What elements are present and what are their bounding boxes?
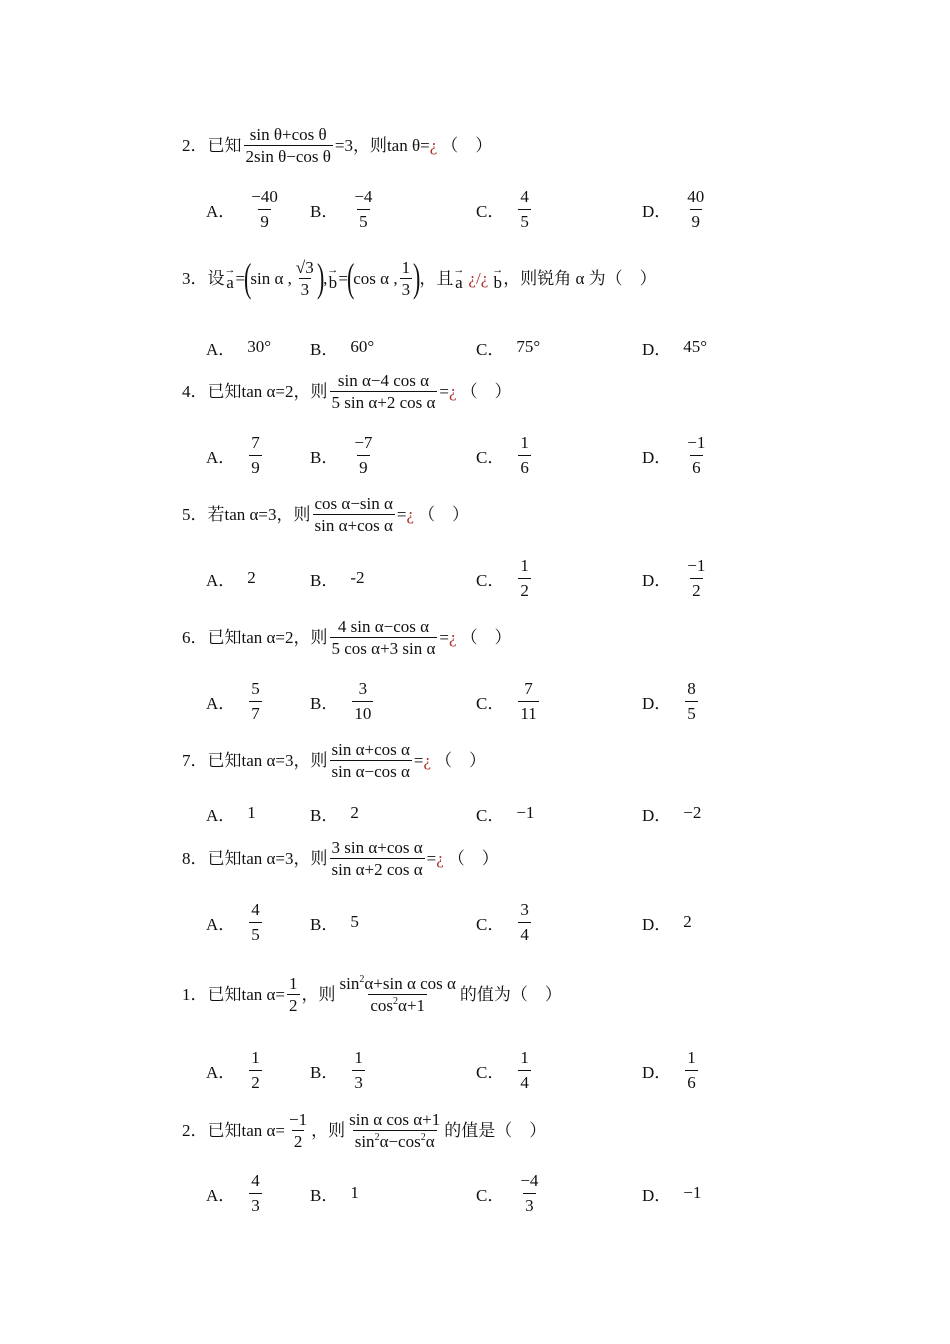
question-text: 已知tan α=3，则 xyxy=(207,751,328,770)
question-text: 的值是（ ） xyxy=(444,1121,547,1140)
option-fraction xyxy=(352,679,373,724)
fraction-numerator: 1 xyxy=(401,257,411,277)
fraction-numerator: 1 xyxy=(354,1047,363,1067)
vector-arrow-icon: → xyxy=(492,263,504,276)
option-b[interactable] xyxy=(310,678,375,724)
option-value: −1 xyxy=(516,803,535,822)
fraction-numerator: 8 xyxy=(687,678,696,698)
fraction-numerator: 4 xyxy=(520,186,529,206)
option-label: D． xyxy=(642,570,672,590)
option-value: 1 xyxy=(247,803,256,822)
fraction xyxy=(400,259,413,298)
option-label: C． xyxy=(476,447,505,467)
option-value: 75° xyxy=(516,337,541,356)
option-b[interactable] xyxy=(310,432,376,478)
option-label: D． xyxy=(642,1062,672,1082)
option-value: 30° xyxy=(247,337,272,356)
fraction-denominator: sin α+2 cos α xyxy=(331,860,423,879)
option-fraction xyxy=(685,679,698,724)
question-number: 7． xyxy=(182,751,208,770)
equals: = xyxy=(439,628,450,647)
right-paren-icon: ) xyxy=(413,255,421,300)
fraction-numerator: −4 xyxy=(520,1170,539,1190)
option-label: A． xyxy=(206,447,236,467)
option-fraction xyxy=(352,187,374,232)
option-value: 1 xyxy=(350,1183,359,1202)
fraction xyxy=(287,1111,309,1150)
fraction-denominator: 4 xyxy=(518,922,531,945)
option-c[interactable] xyxy=(476,432,533,478)
fraction-numerator: √3 xyxy=(295,257,314,277)
option-fraction xyxy=(518,900,531,945)
question-text: ，则 xyxy=(301,985,336,1004)
mark-glyph: ¿ xyxy=(429,136,438,155)
option-fraction xyxy=(518,433,531,478)
question-4 xyxy=(182,372,512,411)
vector-arrow-icon: → xyxy=(327,263,339,276)
option-label: B． xyxy=(310,570,339,590)
fraction-denominator: 7 xyxy=(249,701,262,724)
denominator-rest: α xyxy=(425,1132,435,1151)
question-number: 6． xyxy=(182,628,208,647)
fraction-numerator: 40 xyxy=(687,186,705,206)
comma: , xyxy=(323,268,328,288)
fraction xyxy=(330,839,425,878)
equals: = xyxy=(413,751,424,770)
option-value: −1 xyxy=(683,1183,702,1202)
question-text: =3，则tan θ= xyxy=(334,136,430,155)
fraction-denominator: 5 xyxy=(357,209,370,232)
option-c[interactable] xyxy=(476,324,540,370)
vector-a xyxy=(224,263,236,292)
fraction-numerator: 1 xyxy=(251,1047,260,1067)
equals: = xyxy=(439,382,450,401)
exponent: 2 xyxy=(374,1132,380,1143)
option-label: D． xyxy=(642,693,672,713)
fraction xyxy=(313,495,395,534)
fraction-denominator: 3 xyxy=(523,1193,536,1216)
vector-letter: a xyxy=(455,272,463,292)
options-row xyxy=(0,324,950,370)
option-a[interactable] xyxy=(206,186,282,232)
equals: = xyxy=(338,268,348,288)
fraction-denominator: 2 xyxy=(249,1070,262,1093)
fraction-denominator: 5 xyxy=(685,701,698,724)
option-label: C． xyxy=(476,201,505,221)
fraction-numerator: cos α−sin α xyxy=(314,494,393,513)
fraction-denominator: 6 xyxy=(690,455,703,478)
option-c[interactable] xyxy=(476,1047,533,1093)
fraction-numerator: 1 xyxy=(520,1047,529,1067)
option-c[interactable] xyxy=(476,899,533,945)
question-text: 设 xyxy=(207,268,225,288)
fraction-numerator: 1 xyxy=(520,555,529,575)
fraction-denominator: 3 xyxy=(352,1070,365,1093)
denominator-rest: α+1 xyxy=(398,996,426,1015)
options-row xyxy=(0,678,950,724)
option-label: B． xyxy=(310,447,339,467)
fraction-numerator: 1 xyxy=(520,432,529,452)
options-row xyxy=(0,899,950,945)
answer-parentheses: （ ） xyxy=(441,136,493,155)
answer-parentheses: （ ） xyxy=(460,628,512,647)
fraction-denominator: 6 xyxy=(518,455,531,478)
options-row xyxy=(0,555,950,601)
option-label: D． xyxy=(642,805,672,825)
mark-glyph: ¿ xyxy=(449,382,457,401)
option-d[interactable] xyxy=(642,790,701,836)
option-label: A． xyxy=(206,805,236,825)
fraction-numerator: 7 xyxy=(251,432,260,452)
question-3 xyxy=(182,255,657,300)
fraction-numerator: −1 xyxy=(687,432,706,452)
numerator-rest: α+sin α cos α xyxy=(364,974,456,993)
equals: = xyxy=(426,849,437,868)
fraction-denominator: 9 xyxy=(357,455,370,478)
question-number: 4． xyxy=(182,382,208,401)
option-fraction xyxy=(518,556,531,601)
answer-parentheses: （ ） xyxy=(460,382,512,401)
option-label: A． xyxy=(206,914,236,934)
fraction-numerator: −1 xyxy=(687,555,706,575)
question-text: 已知tan α=2，则 xyxy=(207,382,328,401)
option-value: 2 xyxy=(247,568,256,587)
option-label: D． xyxy=(642,914,672,934)
option-d[interactable] xyxy=(642,899,692,945)
question-number: 2． xyxy=(182,136,208,155)
option-c[interactable] xyxy=(476,555,533,601)
exponent: 2 xyxy=(359,974,365,985)
option-fraction xyxy=(685,556,707,601)
question-2 xyxy=(182,126,492,165)
option-fraction xyxy=(685,433,707,478)
fraction-numerator: −40 xyxy=(251,186,278,206)
vector-arrow-icon: → xyxy=(224,263,236,276)
option-a[interactable] xyxy=(206,678,264,724)
option-a[interactable] xyxy=(206,324,271,370)
option-value: 2 xyxy=(350,803,359,822)
fraction-denominator: 11 xyxy=(518,701,538,724)
fraction-denominator: 9 xyxy=(258,209,271,232)
option-fraction xyxy=(249,1048,262,1093)
exponent: 2 xyxy=(393,996,399,1007)
fraction-numerator: sin θ+cos θ xyxy=(249,125,327,144)
option-label: C． xyxy=(476,1185,505,1205)
option-label: C． xyxy=(476,1062,505,1082)
fraction xyxy=(244,126,333,165)
option-value: 45° xyxy=(683,337,708,356)
question-text: 已知 xyxy=(207,136,242,155)
option-c[interactable] xyxy=(476,186,533,232)
option-d[interactable] xyxy=(642,432,709,478)
fn-sin: sin xyxy=(339,974,360,993)
option-label: C． xyxy=(476,339,505,359)
option-c[interactable] xyxy=(476,678,541,724)
fraction-denominator: 2sin θ−cos θ xyxy=(245,147,331,166)
option-label: A． xyxy=(206,693,236,713)
mark-glyph: ¿ xyxy=(436,849,444,868)
question-number: 3． xyxy=(182,268,208,288)
fraction-numerator: 4 sin α−cos α xyxy=(337,617,430,636)
fraction-numerator: sin α cos α+1 xyxy=(349,1110,441,1129)
option-fraction xyxy=(685,1048,698,1093)
option-a[interactable] xyxy=(206,1047,264,1093)
fraction-denominator: sin α+cos α xyxy=(314,516,393,535)
question-text: 已知tan α=2，则 xyxy=(207,628,328,647)
fraction-numerator: 3 sin α+cos α xyxy=(331,838,423,857)
question-5 xyxy=(182,495,469,534)
fraction xyxy=(330,741,412,780)
option-label: A． xyxy=(206,1185,236,1205)
question-text: 已知 xyxy=(207,985,242,1004)
option-c[interactable] xyxy=(476,1170,542,1216)
fraction-denominator: 2 xyxy=(293,1132,303,1151)
option-label: A． xyxy=(206,570,236,590)
option-c[interactable] xyxy=(476,790,534,836)
vector-a xyxy=(453,263,465,292)
answer-parentheses: （ ） xyxy=(447,849,499,868)
option-fraction xyxy=(249,187,280,232)
option-d[interactable] xyxy=(642,324,707,370)
question-number: 1． xyxy=(182,985,208,1004)
exponent: 2 xyxy=(420,1132,426,1143)
option-value: −2 xyxy=(683,803,702,822)
vector-letter: a xyxy=(226,272,234,292)
option-d[interactable] xyxy=(642,1047,700,1093)
options-row xyxy=(0,1170,950,1216)
option-label: B． xyxy=(310,1185,339,1205)
question-8 xyxy=(182,839,499,878)
fraction-denominator: 5 sin α+2 cos α xyxy=(331,393,436,412)
option-label: D． xyxy=(642,447,672,467)
mark-glyph: ¿/¿ xyxy=(468,268,489,288)
question-text: tan α= xyxy=(241,985,286,1004)
fraction-numerator: 5 xyxy=(251,678,260,698)
option-label: C． xyxy=(476,805,505,825)
option-b[interactable] xyxy=(310,186,376,232)
option-fraction xyxy=(249,1171,262,1216)
question-number: 5． xyxy=(182,505,208,524)
fraction-numerator: −7 xyxy=(354,432,373,452)
question-text: 若tan α=3，则 xyxy=(207,505,311,524)
option-label: B． xyxy=(310,1062,339,1082)
fraction-numerator: 3 xyxy=(520,899,529,919)
options-row xyxy=(0,432,950,478)
option-fraction xyxy=(518,1171,540,1216)
fraction-numerator: −1 xyxy=(289,1110,308,1129)
fraction xyxy=(338,975,458,1014)
option-fraction xyxy=(518,1048,531,1093)
fraction-denominator xyxy=(353,1130,437,1150)
option-fraction xyxy=(352,433,374,478)
option-fraction xyxy=(518,187,531,232)
vector-b-first: cos α , xyxy=(353,268,398,288)
fraction-denominator: 3 xyxy=(401,279,411,299)
fraction-denominator: 2 xyxy=(289,996,298,1015)
option-label: D． xyxy=(642,339,672,359)
fraction-denominator: 6 xyxy=(685,1070,698,1093)
question-text: 的值为（ ） xyxy=(459,985,562,1004)
fraction-numerator: sin α+cos α xyxy=(331,740,410,759)
option-label: A． xyxy=(206,201,236,221)
vector-letter: b xyxy=(328,272,338,292)
option-b[interactable] xyxy=(310,899,359,945)
option-label: B． xyxy=(310,201,339,221)
options-row xyxy=(0,790,950,836)
fraction-denominator xyxy=(368,994,427,1014)
option-a[interactable] xyxy=(206,432,264,478)
options-row xyxy=(0,186,950,232)
fraction-denominator: 2 xyxy=(690,578,703,601)
answer-parentheses: （ ） xyxy=(435,751,487,770)
question-number: 8． xyxy=(182,849,208,868)
mark-glyph: ¿ xyxy=(449,628,457,647)
option-fraction xyxy=(352,1048,365,1093)
fraction xyxy=(294,259,316,298)
fraction xyxy=(287,975,300,1014)
equals: = xyxy=(235,268,246,288)
option-label: B． xyxy=(310,914,339,934)
fraction-numerator: 4 xyxy=(251,1170,260,1190)
option-a[interactable] xyxy=(206,1170,264,1216)
vector-letter: b xyxy=(493,272,502,292)
option-value: 60° xyxy=(350,337,375,356)
option-value: 2 xyxy=(683,912,692,931)
equals: = xyxy=(396,505,407,524)
option-label: C． xyxy=(476,570,505,590)
option-label: B． xyxy=(310,805,339,825)
fraction-denominator: 3 xyxy=(300,279,310,299)
fraction-numerator xyxy=(338,975,458,994)
option-label: B． xyxy=(310,339,339,359)
question-text: ，则 xyxy=(311,1121,346,1140)
fraction-denominator: 5 xyxy=(518,209,531,232)
option-a[interactable] xyxy=(206,899,264,945)
option-b[interactable] xyxy=(310,555,365,601)
fraction-denominator: sin α−cos α xyxy=(331,762,410,781)
option-d[interactable] xyxy=(642,1170,701,1216)
fraction-numerator: 1 xyxy=(289,974,298,993)
option-label: C． xyxy=(476,693,505,713)
question-number: 2． xyxy=(182,1121,208,1140)
vector-arrow-icon: → xyxy=(453,263,465,276)
option-a[interactable] xyxy=(206,790,256,836)
option-d[interactable] xyxy=(642,555,709,601)
answer-parentheses: （ ） xyxy=(418,505,470,524)
fraction-numerator: sin α−4 cos α xyxy=(337,371,430,390)
fraction xyxy=(347,1111,442,1150)
option-d[interactable] xyxy=(642,678,700,724)
option-fraction xyxy=(249,679,262,724)
option-label: D． xyxy=(642,1185,672,1205)
vector-a-first: sin α , xyxy=(250,268,292,288)
left-paren-icon: ( xyxy=(346,255,355,300)
fraction xyxy=(330,618,438,657)
question-7 xyxy=(182,741,486,780)
option-label: D． xyxy=(642,201,672,221)
left-paren-icon: ( xyxy=(244,255,252,300)
question-text: 已知tan α= xyxy=(207,1121,286,1140)
fraction-numerator: −4 xyxy=(354,186,373,206)
option-fraction xyxy=(685,187,706,232)
option-label: A． xyxy=(206,1062,236,1082)
option-value: -2 xyxy=(350,568,365,587)
question-text: ，且 xyxy=(419,268,454,288)
fraction-denominator: 3 xyxy=(249,1193,262,1216)
fraction-denominator: 10 xyxy=(352,701,373,724)
mark-glyph: ¿ xyxy=(423,751,432,770)
option-b[interactable] xyxy=(310,324,374,370)
fn-sin: sin xyxy=(354,1132,375,1151)
question-text: 已知tan α=3，则 xyxy=(207,849,328,868)
fraction-numerator: 3 xyxy=(358,678,368,698)
fraction-denominator: 9 xyxy=(690,209,703,232)
fraction-numerator: 7 xyxy=(524,678,533,698)
vector-b xyxy=(492,263,504,292)
option-fraction xyxy=(518,679,538,724)
option-a[interactable] xyxy=(206,555,256,601)
vector-b xyxy=(327,263,339,292)
option-label: B． xyxy=(310,693,339,713)
question-6 xyxy=(182,618,512,657)
options-row xyxy=(0,1047,950,1093)
option-b[interactable] xyxy=(310,790,359,836)
fraction-denominator: 2 xyxy=(518,578,531,601)
option-fraction xyxy=(249,900,262,945)
fraction-numerator: 1 xyxy=(687,1047,696,1067)
option-b[interactable] xyxy=(310,1170,359,1216)
option-label: C． xyxy=(476,914,505,934)
option-value: 5 xyxy=(350,912,359,931)
fraction-denominator: 4 xyxy=(518,1070,531,1093)
question-text: ，则锐角 α 为（ ） xyxy=(503,268,657,288)
option-label: A． xyxy=(206,339,236,359)
fraction xyxy=(330,372,438,411)
question-2b xyxy=(182,1111,546,1150)
option-b[interactable] xyxy=(310,1047,367,1093)
right-paren-icon: ) xyxy=(316,255,325,300)
denominator-mid: α−cos xyxy=(379,1132,421,1151)
option-d[interactable] xyxy=(642,186,708,232)
fraction-denominator: 5 xyxy=(249,922,262,945)
option-fraction xyxy=(249,433,262,478)
question-1 xyxy=(182,975,562,1014)
mark-glyph: ¿ xyxy=(406,505,415,524)
fn-cos: cos xyxy=(370,996,394,1015)
fraction-denominator: 9 xyxy=(249,455,262,478)
fraction-denominator: 5 cos α+3 sin α xyxy=(331,639,436,658)
fraction-numerator: 4 xyxy=(251,899,260,919)
